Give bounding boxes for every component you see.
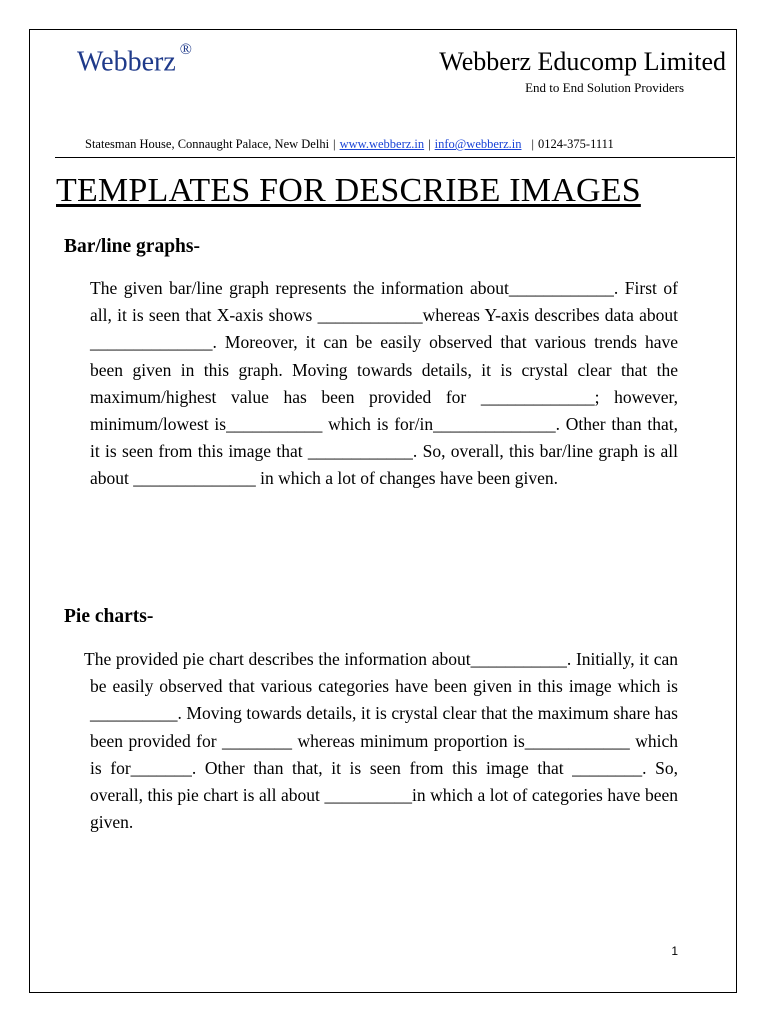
contact-line xyxy=(85,137,614,152)
separator: | xyxy=(333,137,336,151)
header-divider xyxy=(55,157,735,158)
section-body-bar-line: The given bar/line graph represents the information about____________. First of all, it is seen that X-axis shows ____________whereas Y-axis describes data about ______________. Moreover, it can be easily observed that various trends have been given in this graph. Moving towards details, it is crystal clear that the maximum/highest value has been provided for _____________; however, minimum/lowest is___________ which is for/in______________. Other than that, it is seen from this image that ____________. So, overall, this bar/line graph is all about ______________ in which a lot of changes have been given. xyxy=(90,278,678,489)
section-body-pie: The provided pie chart describes the information about___________. Initially, it can be easily observed that various categories have been given in this image which is __________. Moving towards details, it is crystal clear that the maximum share has been provided for ________ whereas minimum proportion is____________ which is for_______. Other than that, it is seen from this image that ________. So, overall, this pie chart is all about __________in which a lot of categories have been given. xyxy=(84,649,678,833)
section-heading-bar-line: Bar/line graphs- xyxy=(64,236,200,257)
separator: | xyxy=(531,137,535,151)
page-number: 1 xyxy=(671,944,678,958)
company-name: Webberz Educomp Limited xyxy=(439,47,726,76)
phone-number: 0124-375-1111 xyxy=(538,137,614,151)
company-tagline: End to End Solution Providers xyxy=(525,80,684,95)
logo-text: Webberz xyxy=(77,46,176,78)
website-link[interactable]: www.webberz.in xyxy=(339,137,425,151)
section-heading-pie: Pie charts- xyxy=(64,606,154,627)
separator: | xyxy=(428,137,431,151)
registered-mark: ® xyxy=(179,41,192,58)
address-text: Statesman House, Connaught Palace, New Delhi xyxy=(85,137,330,151)
document-title: TEMPLATES FOR DESCRIBE IMAGES xyxy=(56,172,641,209)
email-link[interactable]: info@webberz.in xyxy=(434,137,522,151)
company-logo xyxy=(77,41,192,78)
